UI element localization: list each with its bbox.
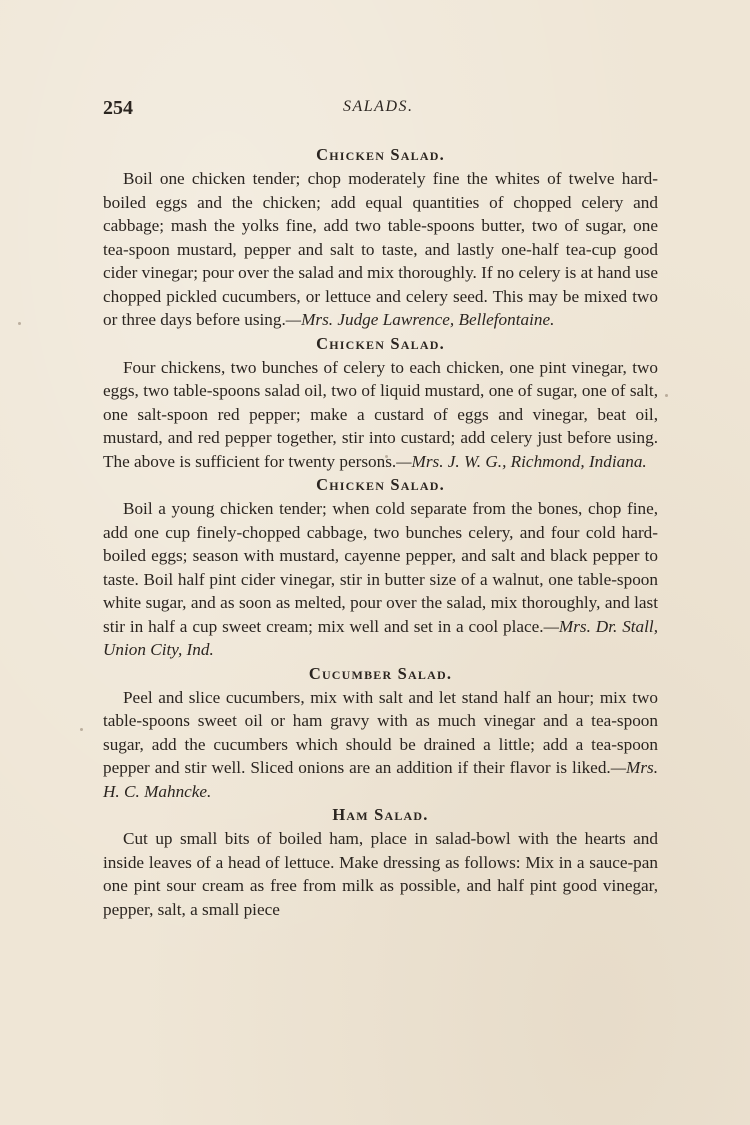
page-body	[103, 143, 658, 921]
recipe-instructions: Four chickens, two bunches of celery to each chicken, one pint vinegar, two eggs, two table-spoons salad oil, two of liquid mustard, one of sugar, one of salt, one salt-spoon red pepper; make a custard of eggs and vinegar, beat oil, mustard, and red pepper together, stir into custard; add celery just before using. The above is sufficient for twenty persons.	[103, 357, 658, 471]
recipe-text	[103, 167, 658, 332]
paper-speck	[18, 322, 21, 325]
recipe-title: Chicken Salad.	[316, 475, 445, 494]
recipe-instructions: Cut up small bits of boiled ham, place in salad-bowl with the hearts and inside leaves of a head of lettuce. Make dressing as follows: Mix in a sauce-pan one pint sour cream as free from milk as possible, and half pint good vinegar, pepper, salt, a small piece	[103, 829, 658, 919]
running-head	[103, 97, 658, 123]
recipe-title: Chicken Salad.	[316, 333, 445, 353]
recipe-text	[103, 356, 658, 474]
recipe-title: Cucumber Salad.	[308, 663, 453, 683]
recipe-instructions: Boil a young chicken tender; when cold separate from the bones, chop fine, add one cup finely-chopped cabbage, two bunches celery, and four cold hard-boiled eggs; season with mustard, cayenne pepper, and salt and black pepper to taste. Boil half pint cider vinegar, stir in butter size of a walnut, one table-spoon white sugar, and as soon as melted, pour over the salad, mix thoroughly, and last stir in half a cup sweet cream; mix well and set in a cool place.	[103, 499, 658, 636]
recipe-instructions: Peel and slice cucumbers, mix with salt and let stand half an hour; mix two table-spoons sweet oil or ham gravy with as much vinegar and a tea-spoon sugar, add the cucumbers which should be drained a little; add a tea-spoon pepper and stir well. Sliced onions are an addition if their flavor is liked.	[103, 687, 658, 777]
paper-speck	[385, 455, 388, 458]
page-number: 254	[103, 97, 133, 119]
recipe-title: Chicken Salad.	[316, 145, 445, 164]
recipe-text	[103, 497, 658, 662]
recipe-instructions: Boil one chicken tender; chop moderately fine the whites of twelve hard-boiled eggs and the chicken; add equal quantities of chopped celery and cabbage; mash the yolks fine, add two table-spoons butter, two of sugar, one tea-spoon mustard, pepper and salt to taste, and lastly one-half tea-cup good cider vinegar; pour over the salad and mix thoroughly. If no celery is at hand use chopped pickled cucumbers, or lettuce and celery seed. This may be mixed two or three days before using.	[103, 169, 658, 329]
section-title: SALADS.	[343, 98, 414, 115]
recipe-title: Ham Salad.	[332, 805, 429, 824]
recipe-attribution: —Mrs. Dr. Stall, Union City, Ind.	[103, 616, 659, 659]
paper-speck	[80, 728, 83, 731]
paper-speck	[665, 394, 668, 397]
recipe-attribution: —Mrs. H. C. Mahncke.	[103, 758, 658, 801]
recipe-attribution: —Mrs. Judge Lawrence, Bellefontaine.	[285, 310, 555, 329]
recipe-text	[103, 686, 658, 804]
recipe-text	[103, 827, 658, 921]
recipe-attribution: —Mrs. J. W. G., Richmond, Indiana.	[396, 451, 647, 471]
